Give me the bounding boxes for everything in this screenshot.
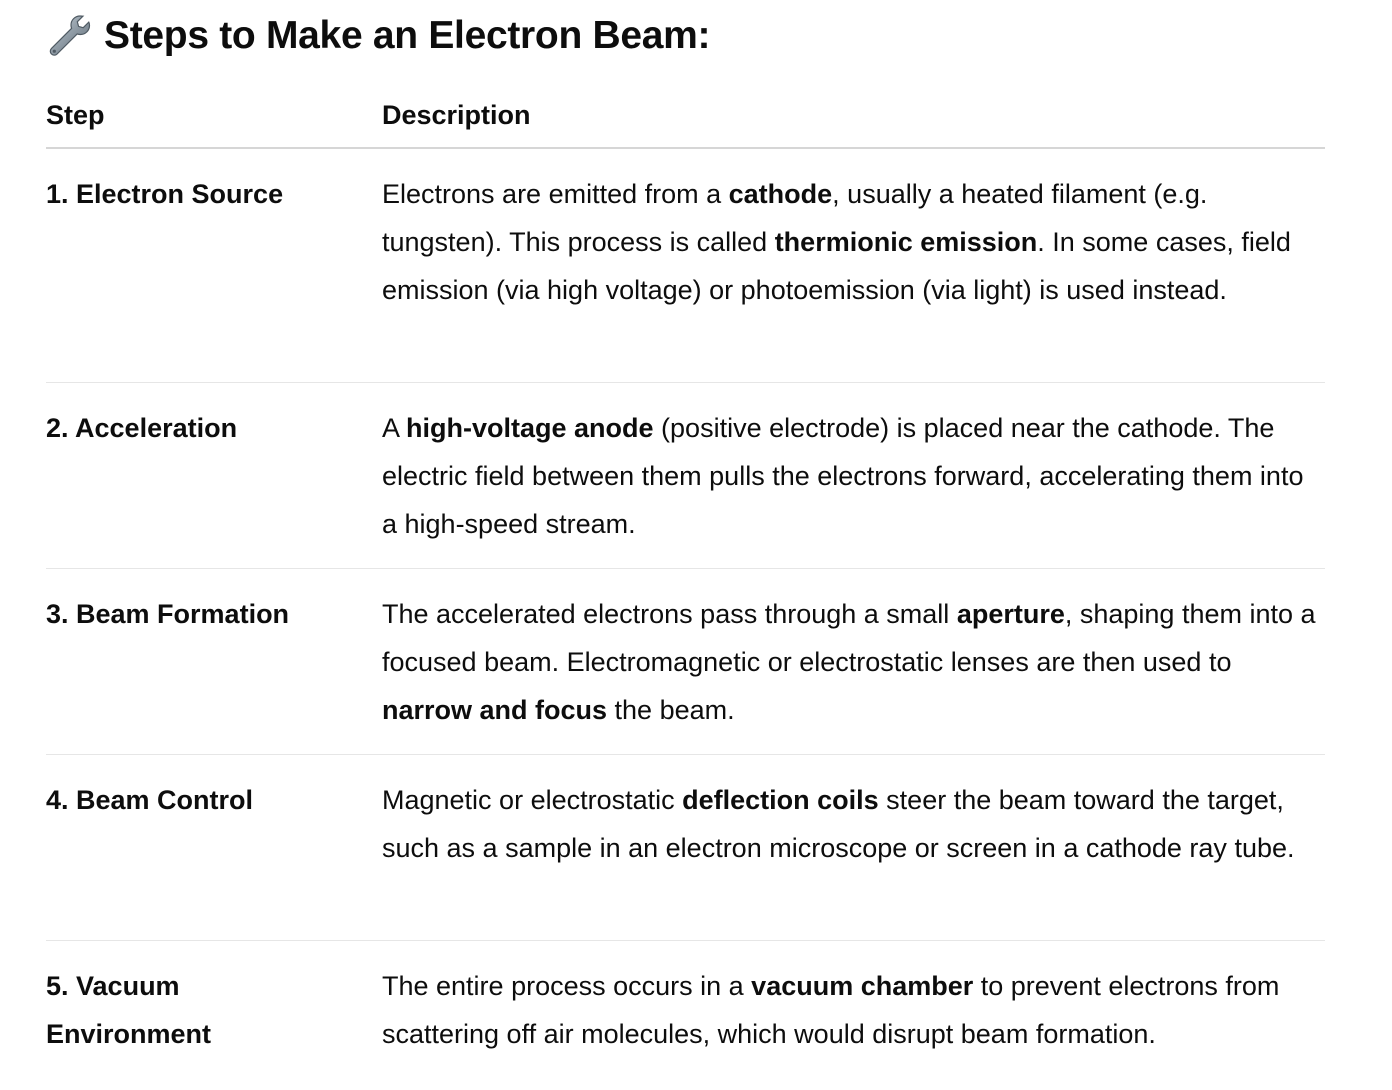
page-title: [46, 8, 710, 64]
step-cell: 1. Electron Source: [46, 179, 284, 209]
description-cell: [382, 590, 1325, 754]
description-text: The accelerated electrons pass through a small: [382, 599, 957, 629]
wrench-icon: [46, 13, 92, 59]
description-text: The entire process occurs in a: [382, 971, 752, 1001]
table-header-row: [46, 88, 1325, 149]
description-text: , shaping them into a focused beam. Electromagnetic or electrostatic lenses are then used to: [382, 599, 1316, 677]
step-cell: 2. Acceleration: [46, 413, 238, 443]
table-row: [46, 941, 1325, 1090]
description-text: . In some cases, field emission (via high voltage) or photoemission (via light) is used instead.: [382, 227, 1291, 305]
description-text: steer the beam toward the target, such as a sample in an electron microscope or screen in a cathode ray tube.: [382, 785, 1295, 863]
steps-table: [46, 88, 1325, 1090]
description-text: (positive electrode) is placed near the cathode. The electric field between them pulls the electrons forward, accelerating them into a high-speed stream.: [382, 413, 1304, 539]
description-text: , usually a heated filament (e.g. tungsten). This process is called: [382, 179, 1208, 257]
description-emphasis: high-voltage anode: [406, 413, 654, 443]
table-row: [46, 149, 1325, 383]
description-cell: [382, 170, 1325, 382]
description-cell: [382, 404, 1325, 568]
table-row: [46, 755, 1325, 941]
description-text: Electrons are emitted from a: [382, 179, 729, 209]
description-text: the beam.: [607, 695, 735, 725]
step-cell: 5. Vacuum Environment: [46, 971, 212, 1049]
description-emphasis: deflection coils: [682, 785, 879, 815]
description-emphasis: thermionic emission: [774, 227, 1038, 257]
description-cell: [382, 962, 1325, 1090]
page-title-text: Steps to Make an Electron Beam:: [104, 14, 711, 57]
table-row: [46, 383, 1325, 569]
description-text: to prevent electrons from scattering off air molecules, which would disrupt beam formation.: [382, 971, 1280, 1049]
column-header-step: Step: [46, 100, 105, 130]
step-cell: 4. Beam Control: [46, 785, 254, 815]
step-cell: 3. Beam Formation: [46, 599, 290, 629]
column-header-description: Description: [382, 100, 531, 130]
description-emphasis: aperture: [956, 599, 1065, 629]
description-emphasis: narrow and focus: [382, 695, 608, 725]
description-emphasis: vacuum chamber: [751, 971, 974, 1001]
description-text: Magnetic or electrostatic: [382, 785, 683, 815]
table-row: [46, 569, 1325, 755]
description-cell: [382, 776, 1325, 940]
description-emphasis: cathode: [728, 179, 833, 209]
description-text: A: [382, 413, 407, 443]
